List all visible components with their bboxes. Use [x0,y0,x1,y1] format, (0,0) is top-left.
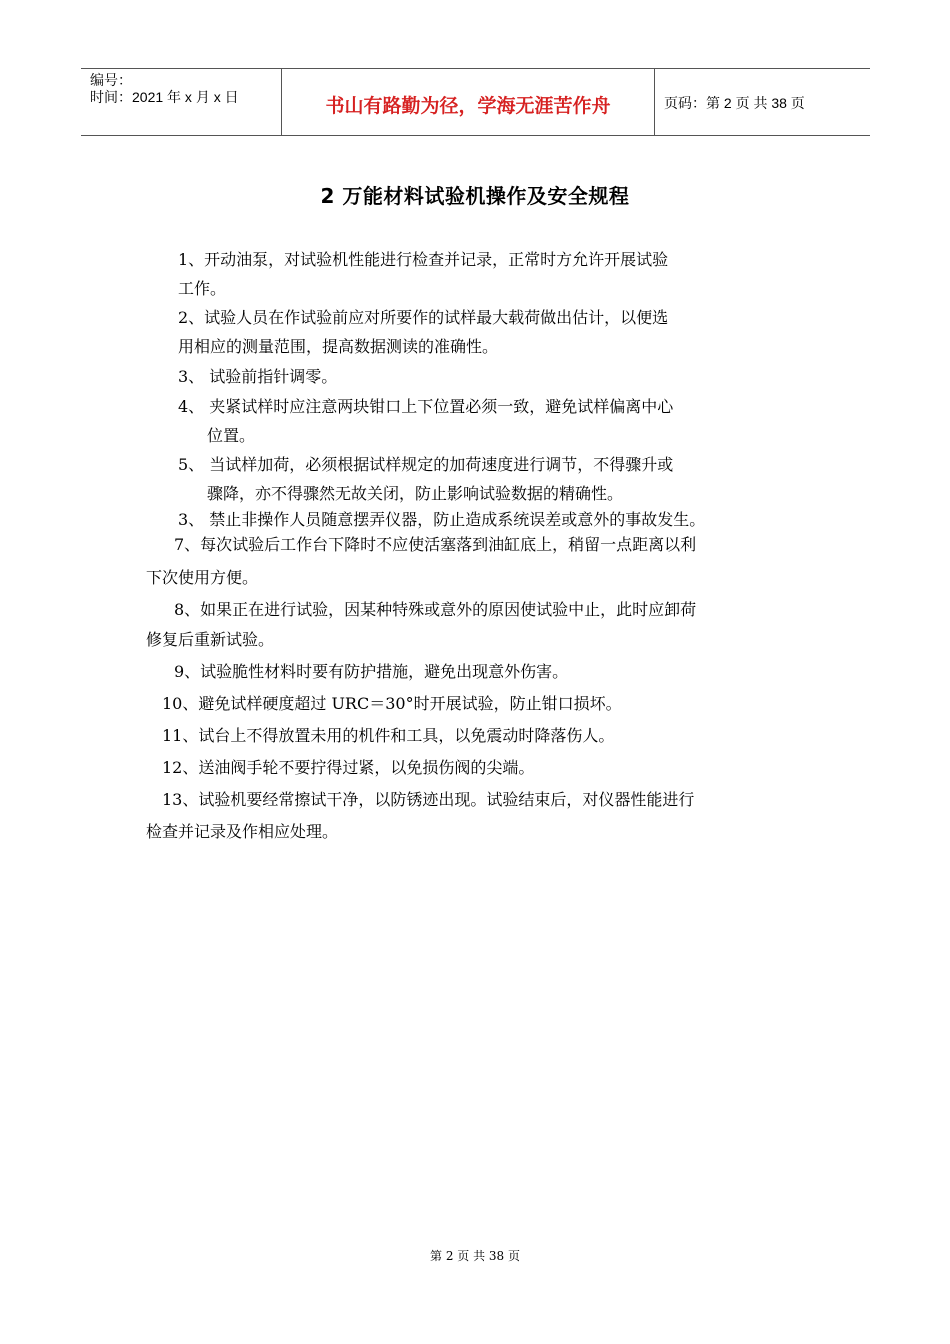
body-line: 工作。 [178,279,227,298]
body-line: 8、如果正在进行试验，因某种特殊或意外的原因使试验中止，此时应卸荷 [174,600,697,619]
body-line: 3、 试验前指针调零。 [178,367,338,386]
number-label: 编号： [90,72,132,88]
header-page-info: 页码：第 2 页 共 38 页 [664,95,805,111]
body-line: 10、避免试样硬度超过 URC＝30°时开展试验，防止钳口损坏。 [162,694,622,713]
time-label: 时间：2021 年 x 月 x 日 [90,89,239,105]
body-line: 5、 当试样加荷，必须根据试样规定的加荷速度进行调节，不得骤升或 [178,455,674,474]
body-line: 1、开动油泵，对试验机性能进行检查并记录，正常时方允许开展试验 [178,250,669,269]
header-meta [81,69,282,135]
document-header [81,68,870,136]
body-line: 位置。 [207,426,256,445]
body-line: 4、 夹紧试样时应注意两块钳口上下位置必须一致，避免试样偏离中心 [178,397,674,416]
body-line: 13、试验机要经常擦试干净，以防锈迹出现。试验结束后，对仪器性能进行 [162,790,695,809]
body-line: 用相应的测量范围，提高数据测读的准确性。 [178,337,499,356]
body-line: 骤降，亦不得骤然无故关闭，防止影响试验数据的精确性。 [207,484,624,503]
body-line: 11、试台上不得放置未用的机件和工具，以免震动时降落伤人。 [162,726,615,745]
body-line: 下次使用方便。 [146,568,259,587]
body-line: 3、 禁止非操作人员随意摆弄仪器，防止造成系统误差或意外的事故发生。 [178,510,706,529]
body-line: 12、送油阀手轮不要拧得过紧，以免损伤阀的尖端。 [162,758,535,777]
header-motto: 书山有路勤为径，学海无涯苦作舟 [282,69,655,135]
body-line: 检查并记录及作相应处理。 [146,822,339,841]
body-line: 7、每次试验后工作台下降时不应使活塞落到油缸底上，稍留一点距离以利 [174,535,697,554]
page-footer: 第 2 页 共 38 页 [430,1249,520,1263]
body-line: 修复后重新试验。 [146,630,275,649]
body-line: 9、试验脆性材料时要有防护措施，避免出现意外伤害。 [174,662,569,681]
document-title: 2 万能材料试验机操作及安全规程 [320,184,630,208]
body-line: 2、试验人员在作试验前应对所要作的试样最大载荷做出估计，以便选 [178,308,669,327]
